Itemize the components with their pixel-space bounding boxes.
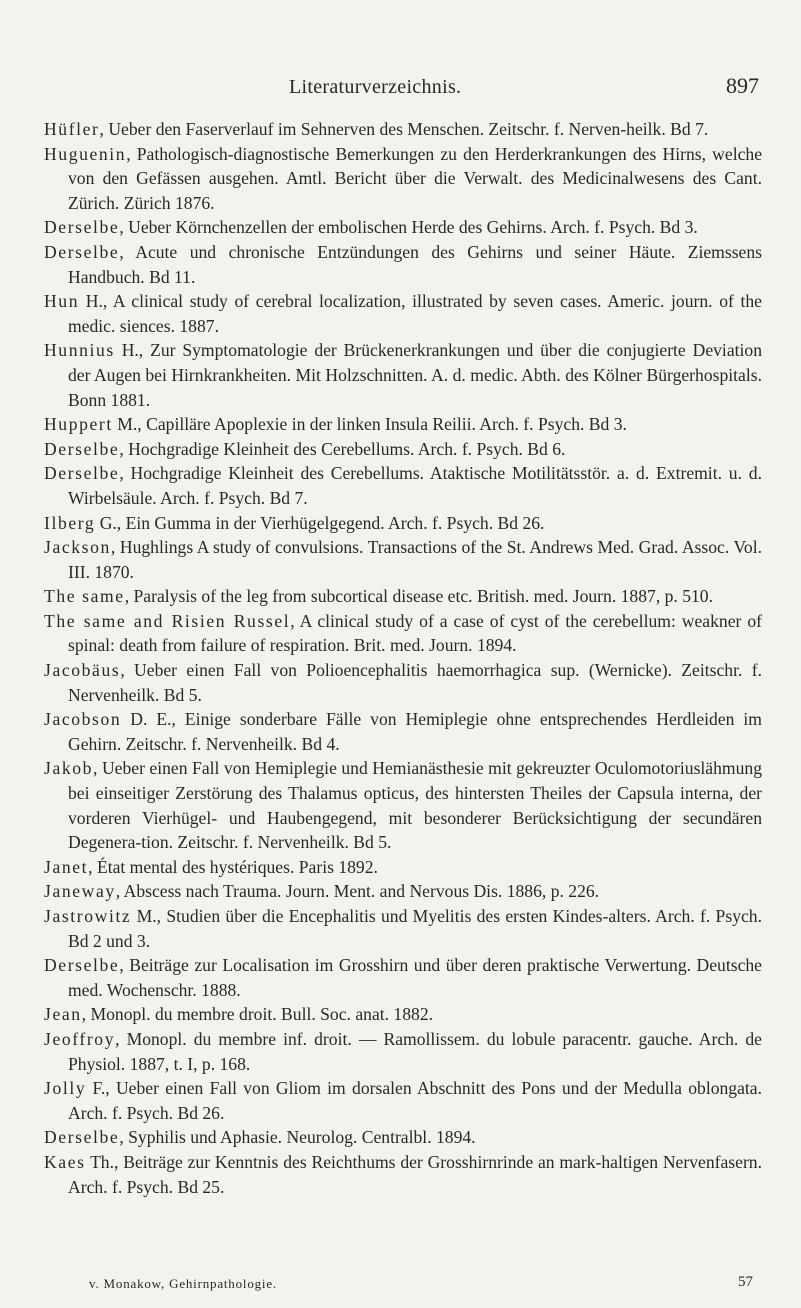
entry-author: Jolly	[44, 1078, 87, 1099]
bibliography-entry	[44, 1076, 762, 1125]
page-footer	[89, 1276, 753, 1296]
entry-author: Derselbe	[44, 463, 120, 484]
entry-author: Derselbe	[44, 241, 120, 262]
entry-author: Derselbe	[44, 217, 120, 238]
bibliography-list	[44, 117, 762, 1199]
entry-text: , Hughlings A study of convulsions. Transactions of the St. Andrews Med. Grad. Assoc. Vol. III. 1870.	[68, 537, 762, 582]
entry-author: Derselbe	[44, 438, 120, 459]
bibliography-entry	[44, 584, 762, 609]
entry-text: , Acute und chronische Entzündungen des Gehirns und seiner Häute. Ziemssens Handbuch. Bd 11.	[68, 241, 762, 287]
bibliography-entry	[44, 756, 762, 854]
bibliography-entry	[44, 240, 762, 289]
bibliography-entry	[44, 117, 762, 142]
entry-author: Janeway	[44, 881, 116, 902]
bibliography-entry	[44, 1125, 762, 1150]
bibliography-entry	[44, 215, 762, 240]
entry-text: D. E., Einige sonderbare Fälle von Hemiplegie ohne entsprechendes Herdleiden im Gehirn. Zeitschr. f. Nervenheilk. Bd 4.	[68, 709, 762, 754]
bibliography-entry	[44, 289, 762, 338]
entry-author: Jastrowitz	[44, 906, 132, 926]
entry-author: Jacobäus	[44, 660, 121, 681]
bibliography-entry	[44, 1002, 762, 1027]
entry-author: Jean	[44, 1004, 82, 1025]
entry-author: Janet	[44, 856, 89, 877]
entry-text: , Abscess nach Trauma. Journ. Ment. and Nervous Dis. 1886, p. 226.	[115, 881, 600, 902]
entry-text: , A clinical study of a case of cyst of the cerebellum: weakner of spinal: death from failure of respiration. Brit. med. Journ. 1894.	[68, 610, 762, 656]
bibliography-entry	[44, 338, 762, 412]
entry-text: , Pathologisch-diagnostische Bemerkungen zu den Herderkrankungen des Hirns, welche von den Gefässen ausgehen. Amtl. Bericht über die Verwalt. des Medicinalwesens des Cant. Zürich. Zürich 1876.	[68, 143, 762, 213]
bibliography-entry	[44, 461, 762, 510]
entry-author: Huguenin	[44, 143, 127, 164]
signature-mark: 57	[738, 1274, 753, 1290]
bibliography-entry	[44, 707, 762, 756]
bibliography-entry	[44, 412, 762, 437]
entry-text: H., Zur Symptomatologie der Brückenerkrankungen und über die conjugierte Deviation der Augen bei Hirnkrankheiten. Mit Holzschnitten. A. d. medic. Abth. des Kölner Bürgerhospitals. Bonn 1881.	[68, 340, 762, 410]
entry-author: Huppert	[44, 414, 113, 435]
entry-text: , Syphilis und Aphasie. Neurolog. Centralbl. 1894.	[119, 1127, 476, 1148]
entry-author: The same and Risien Russel	[44, 610, 291, 631]
entry-text: G., Ein Gumma in der Vierhügelgegend. Arch. f. Psych. Bd 26.	[95, 512, 545, 533]
entry-author: Derselbe	[44, 955, 120, 976]
entry-text: M., Studien über die Encephalitis und Myelitis des ersten Kindes-alters. Arch. f. Psych. Bd 2 und 3.	[68, 906, 762, 951]
entry-text: , Beiträge zur Localisation im Grosshirn und über deren praktische Verwertung. Deutsche med. Wochenschr. 1888.	[68, 955, 762, 1000]
entry-author: Derselbe	[44, 1127, 120, 1148]
entry-text: , Hochgradige Kleinheit des Cerebellums. Ataktische Motilitätsstör. a. d. Extremit. u. d. Wirbelsäule. Arch. f. Psych. Bd 7.	[68, 463, 762, 508]
bibliography-entry	[44, 658, 762, 707]
entry-text: , Ueber einen Fall von Polioencephalitis haemorrhagica sup. (Wernicke). Zeitschr. f. Nervenheilk. Bd 5.	[68, 660, 762, 705]
bibliography-entry	[44, 879, 762, 904]
entry-author: The same	[44, 586, 125, 607]
entry-text: , Monopl. du membre inf. droit. — Ramollissem. du lobule paracentr. gauche. Arch. de Physiol. 1887, t. I, p. 168.	[68, 1028, 762, 1074]
entry-text: , Ueber den Faserverlauf im Sehnerven des Menschen. Zeitschr. f. Nerven-heilk. Bd 7.	[99, 119, 709, 139]
page-number: 897	[726, 73, 759, 98]
entry-text: , État mental des hystériques. Paris 1892.	[88, 856, 378, 877]
bibliography-entry	[44, 437, 762, 462]
entry-author: Ilberg	[44, 512, 96, 533]
bibliography-entry	[44, 855, 762, 880]
bibliography-entry	[44, 535, 762, 584]
entry-text: H., A clinical study of cerebral localization, illustrated by seven cases. Americ. journ. of the medic. siences. 1887.	[68, 291, 762, 336]
entry-author: Jackson	[44, 537, 111, 558]
entry-author: Kaes	[44, 1151, 86, 1172]
bibliography-entry	[44, 511, 762, 536]
entry-author: Jacobson	[44, 709, 122, 730]
bibliography-entry	[44, 142, 762, 216]
entry-author: Hüfler	[44, 119, 100, 139]
bibliography-entry	[44, 1150, 762, 1199]
entry-text: , Paralysis of the leg from subcortical disease etc. British. med. Journ. 1887, p. 510.	[124, 586, 714, 607]
entry-text: Th., Beiträge zur Kenntnis des Reichthums der Grosshirnrinde an mark-haltigen Nervenfasern. Arch. f. Psych. Bd 25.	[68, 1151, 762, 1197]
entry-author: Hun	[44, 291, 80, 312]
entry-text: , Ueber einen Fall von Hemiplegie und Hemianästhesie mit gekreuzter Oculomotoriuslähmung bei einseitiger Zerstörung des Thalamus opticus, des hintersten Theiles der Capsula interna, der vorderen Vierhügel- und Haubengegend, mit besonderer Berücksichtigung der secundären Degenera-tion. Zeitschr. f. Nervenheilk. Bd 5.	[68, 758, 762, 853]
entry-text: F., Ueber einen Fall von Gliom im dorsalen Abschnitt des Pons und der Medulla oblongata. Arch. f. Psych. Bd 26.	[68, 1078, 762, 1123]
entry-text: , Hochgradige Kleinheit des Cerebellums. Arch. f. Psych. Bd 6.	[119, 438, 566, 459]
page-title: Literaturverzeichnis.	[289, 76, 462, 98]
signature-line: v. Monakow, Gehirnpathologie.	[89, 1276, 277, 1291]
bibliography-entry	[44, 609, 762, 658]
bibliography-entry	[44, 953, 762, 1002]
entry-author: Jakob	[44, 758, 94, 779]
entry-author: Jeoffroy	[44, 1028, 116, 1049]
entry-text: M., Capilläre Apoplexie in der linken Insula Reilii. Arch. f. Psych. Bd 3.	[112, 414, 627, 435]
bibliography-entry	[44, 1027, 762, 1076]
running-head	[0, 73, 801, 106]
bibliography-entry	[44, 904, 762, 953]
entry-author: Hunnius	[44, 340, 115, 361]
entry-text: , Ueber Körnchenzellen der embolischen Herde des Gehirns. Arch. f. Psych. Bd 3.	[119, 217, 698, 238]
entry-text: , Monopl. du membre droit. Bull. Soc. anat. 1882.	[81, 1004, 434, 1025]
